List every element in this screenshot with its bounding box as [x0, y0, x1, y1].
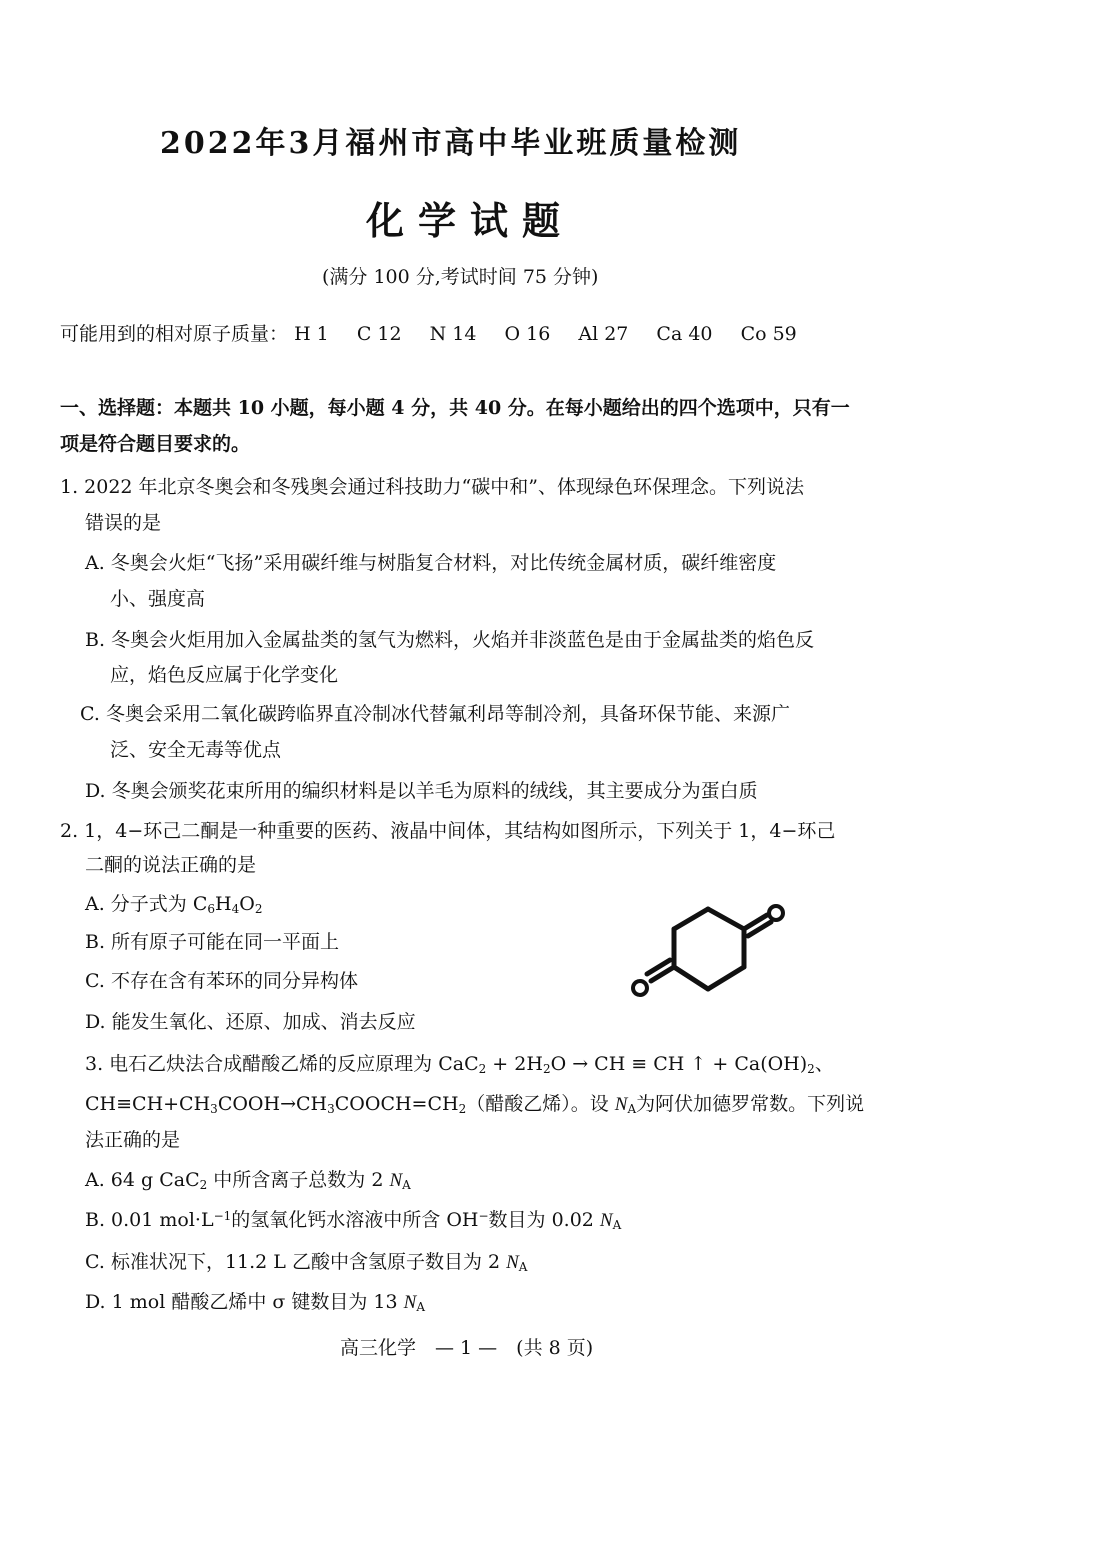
ring-bond-6: [674, 909, 708, 929]
q3-option-d: D. 1 mol 醋酸乙烯中 σ 键数目为 13 $N_A$: [85, 1291, 425, 1314]
q2-option-a: A. 分子式为 $C_6H_4O_2$: [85, 893, 263, 916]
atomic-masses-line: [60, 322, 797, 347]
atomic-mass-h: H 1: [294, 323, 329, 345]
q1-option-c-line2: 泛、安全无毒等优点: [110, 739, 282, 761]
q1-option-c-line1: C. 冬奥会采用二氧化碳跨临界直冷制冰代替氟利昂等制冷剂，具备环保节能、来源广: [80, 703, 790, 725]
subject-title: 化学试题: [366, 198, 575, 243]
q3-option-c: C. 标准状况下，11.2 L 乙酸中含氢原子数目为 2 $N_A$: [85, 1251, 528, 1274]
section-heading-line1: 一、选择题：本题共 10 小题，每小题 4 分，共 40 分。在每小题给出的四个选项中，只有一: [60, 397, 850, 419]
ring-bond-3: [708, 967, 744, 989]
atomic-mass-ca: Ca 40: [656, 323, 713, 345]
atomic-mass-co: Co 59: [740, 323, 797, 345]
atomic-mass-c: C 12: [356, 323, 402, 345]
q3-stem-line3: 法正确的是: [85, 1129, 181, 1151]
q2-stem-line2: 二酮的说法正确的是: [85, 854, 257, 876]
q1-option-b-line2: 应，焰色反应属于化学变化: [110, 664, 339, 686]
section-heading-line2: 项是符合题目要求的。: [60, 433, 251, 455]
cyclohexanedione-structure: [620, 895, 790, 1005]
atomic-mass-n: N 14: [429, 323, 477, 345]
oxygen-atom-bottom: [633, 981, 647, 995]
ring-bond-4: [674, 967, 708, 989]
q2-option-c: C. 不存在含有苯环的同分异构体: [85, 970, 358, 992]
q2-option-d: D. 能发生氧化、还原、加成、消去反应: [85, 1011, 416, 1033]
atomic-mass-al: Al 27: [578, 323, 629, 345]
q1-stem-line2: 错误的是: [85, 512, 162, 534]
q1-stem-line1: 1. 2022 年北京冬奥会和冬残奥会通过科技助力“碳中和”、体现绿色环保理念。下列说法: [60, 476, 804, 498]
ring-bond-1: [708, 909, 744, 929]
q1-option-a-line1: A. 冬奥会火炬“飞扬”采用碳纤维与树脂复合材料，对比传统金属材质，碳纤维密度: [85, 552, 777, 574]
oxygen-atom-top: [769, 906, 783, 920]
q2-stem-line1: 2. 1，4−环己二酮是一种重要的医药、液晶中间体，其结构如图所示，下列关于 1，4−环己: [60, 820, 836, 842]
page-footer: 高三化学 — 1 — (共 8 页): [340, 1337, 594, 1359]
q1-option-a-line2: 小、强度高: [110, 588, 206, 610]
exam-info: (满分 100 分,考试时间 75 分钟): [322, 266, 599, 288]
exam-title: 2022年3月福州市高中毕业班质量检测: [160, 126, 742, 161]
q3-option-a: A. 64 g CaC$_2$ 中所含离子总数为 2 $N_A$: [85, 1169, 411, 1192]
q1-option-b-line1: B. 冬奥会火炬用加入金属盐类的氢气为燃料，火焰并非淡蓝色是由于金属盐类的焰色反: [85, 629, 815, 651]
q3-option-b: B. 0.01 $mol\cdot L^{-1}$的氢氧化钙水溶液中所含 OH−数目为 0.02 $N_A$: [85, 1209, 622, 1232]
q3-stem-line2: $CH\equiv CH+CH_3COOH\to CH_3COOCH=CH_2$（醋酸乙烯）。设 $N_A$为阿伏加德罗常数。下列说: [85, 1093, 865, 1116]
q2-option-b: B. 所有原子可能在同一平面上: [85, 931, 340, 953]
atomic-mass-o: O 16: [504, 323, 551, 345]
atomic-masses-label: 可能用到的相对原子质量：: [60, 323, 289, 345]
q3-stem-line1: 3. 电石乙炔法合成醋酸乙烯的反应原理为 $CaC_2 + 2H_2O$ → CH ≡ CH ↑ + $Ca(OH)_2$、: [85, 1053, 834, 1076]
q1-option-d: D. 冬奥会颁奖花束所用的编织材料是以羊毛为原料的绒线，其主要成分为蛋白质: [85, 780, 758, 802]
